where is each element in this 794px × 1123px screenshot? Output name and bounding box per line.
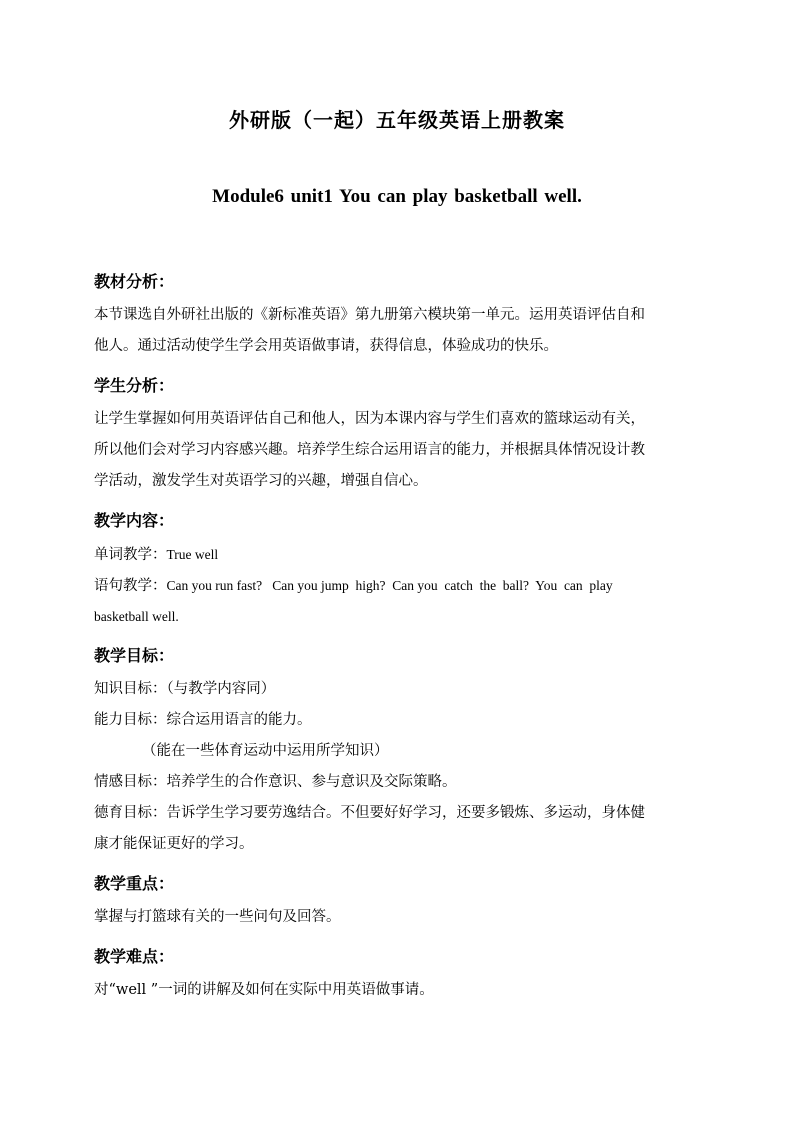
section-key-points [94,866,700,933]
paragraph-line: 掌握与打篮球有关的一些问句及回答。 [94,909,341,925]
paragraph-line: 学活动，激发学生对英语学习的兴趣，增强自信心。 [94,473,428,489]
sentences-value: Can you run fast? Can you jump high? Can you catch the ball? You can play [166,578,613,593]
goal-knowledge: 知识目标：（与教学内容同） [94,681,276,697]
sentences-cont: basketball well. [94,609,179,624]
section-teaching-content [94,503,700,632]
words-label: 单词教学： [94,547,167,563]
sentences-continuation [94,601,700,632]
paragraph-line: 对“well ”一词的讲解及如何在实际中用英语做事请。 [94,982,434,998]
goal-moral-cont: 康才能保证更好的学习。 [94,836,254,852]
sentences-label: 语句教学： [94,578,167,594]
section-student-analysis [94,368,700,497]
goal-ability: 能力目标：综合运用语言的能力。 [94,712,312,728]
paragraph-line: 本节课选自外研社出版的《新标准英语》第九册第六模块第一单元。运用英语评估自和 [94,307,645,323]
document-subtitle: Module6 unit1 You can play basketball well. [212,186,582,207]
section-heading: 教学目标： [94,646,175,665]
section-heading: 学生分析： [94,376,175,395]
paragraph-line: 所以他们会对学习内容感兴趣。培养学生综合运用语言的能力，并根据具体情况设计教 [94,442,645,458]
section-heading: 教材分析： [94,272,175,291]
section-heading: 教学难点： [94,947,175,966]
goal-emotion: 情感目标：培养学生的合作意识、参与意识及交际策略。 [94,774,457,790]
words-line [94,539,700,570]
paragraph-line: 他人。通过活动使学生学会用英语做事请，获得信息，体验成功的快乐。 [94,338,558,354]
document-body [94,264,700,1006]
words-value: True well [166,547,219,562]
document-title: 外研版（一起）五年级英语上册教案 [229,108,565,132]
goal-moral: 德育目标：告诉学生学习要劳逸结合。不但要好好学习，还要多锻炼、多运动，身体健 [94,805,645,821]
sentences-line [94,570,700,601]
section-heading: 教学内容： [94,511,175,530]
section-material-analysis [94,264,700,362]
section-heading: 教学重点： [94,874,175,893]
goal-ability-note: （能在一些体育运动中运用所学知识） [142,743,389,759]
section-teaching-goals [94,638,700,860]
section-difficulties [94,939,700,1006]
paragraph-line: 让学生掌握如何用英语评估自己和他人，因为本课内容与学生们喜欢的篮球运动有关， [94,411,645,427]
